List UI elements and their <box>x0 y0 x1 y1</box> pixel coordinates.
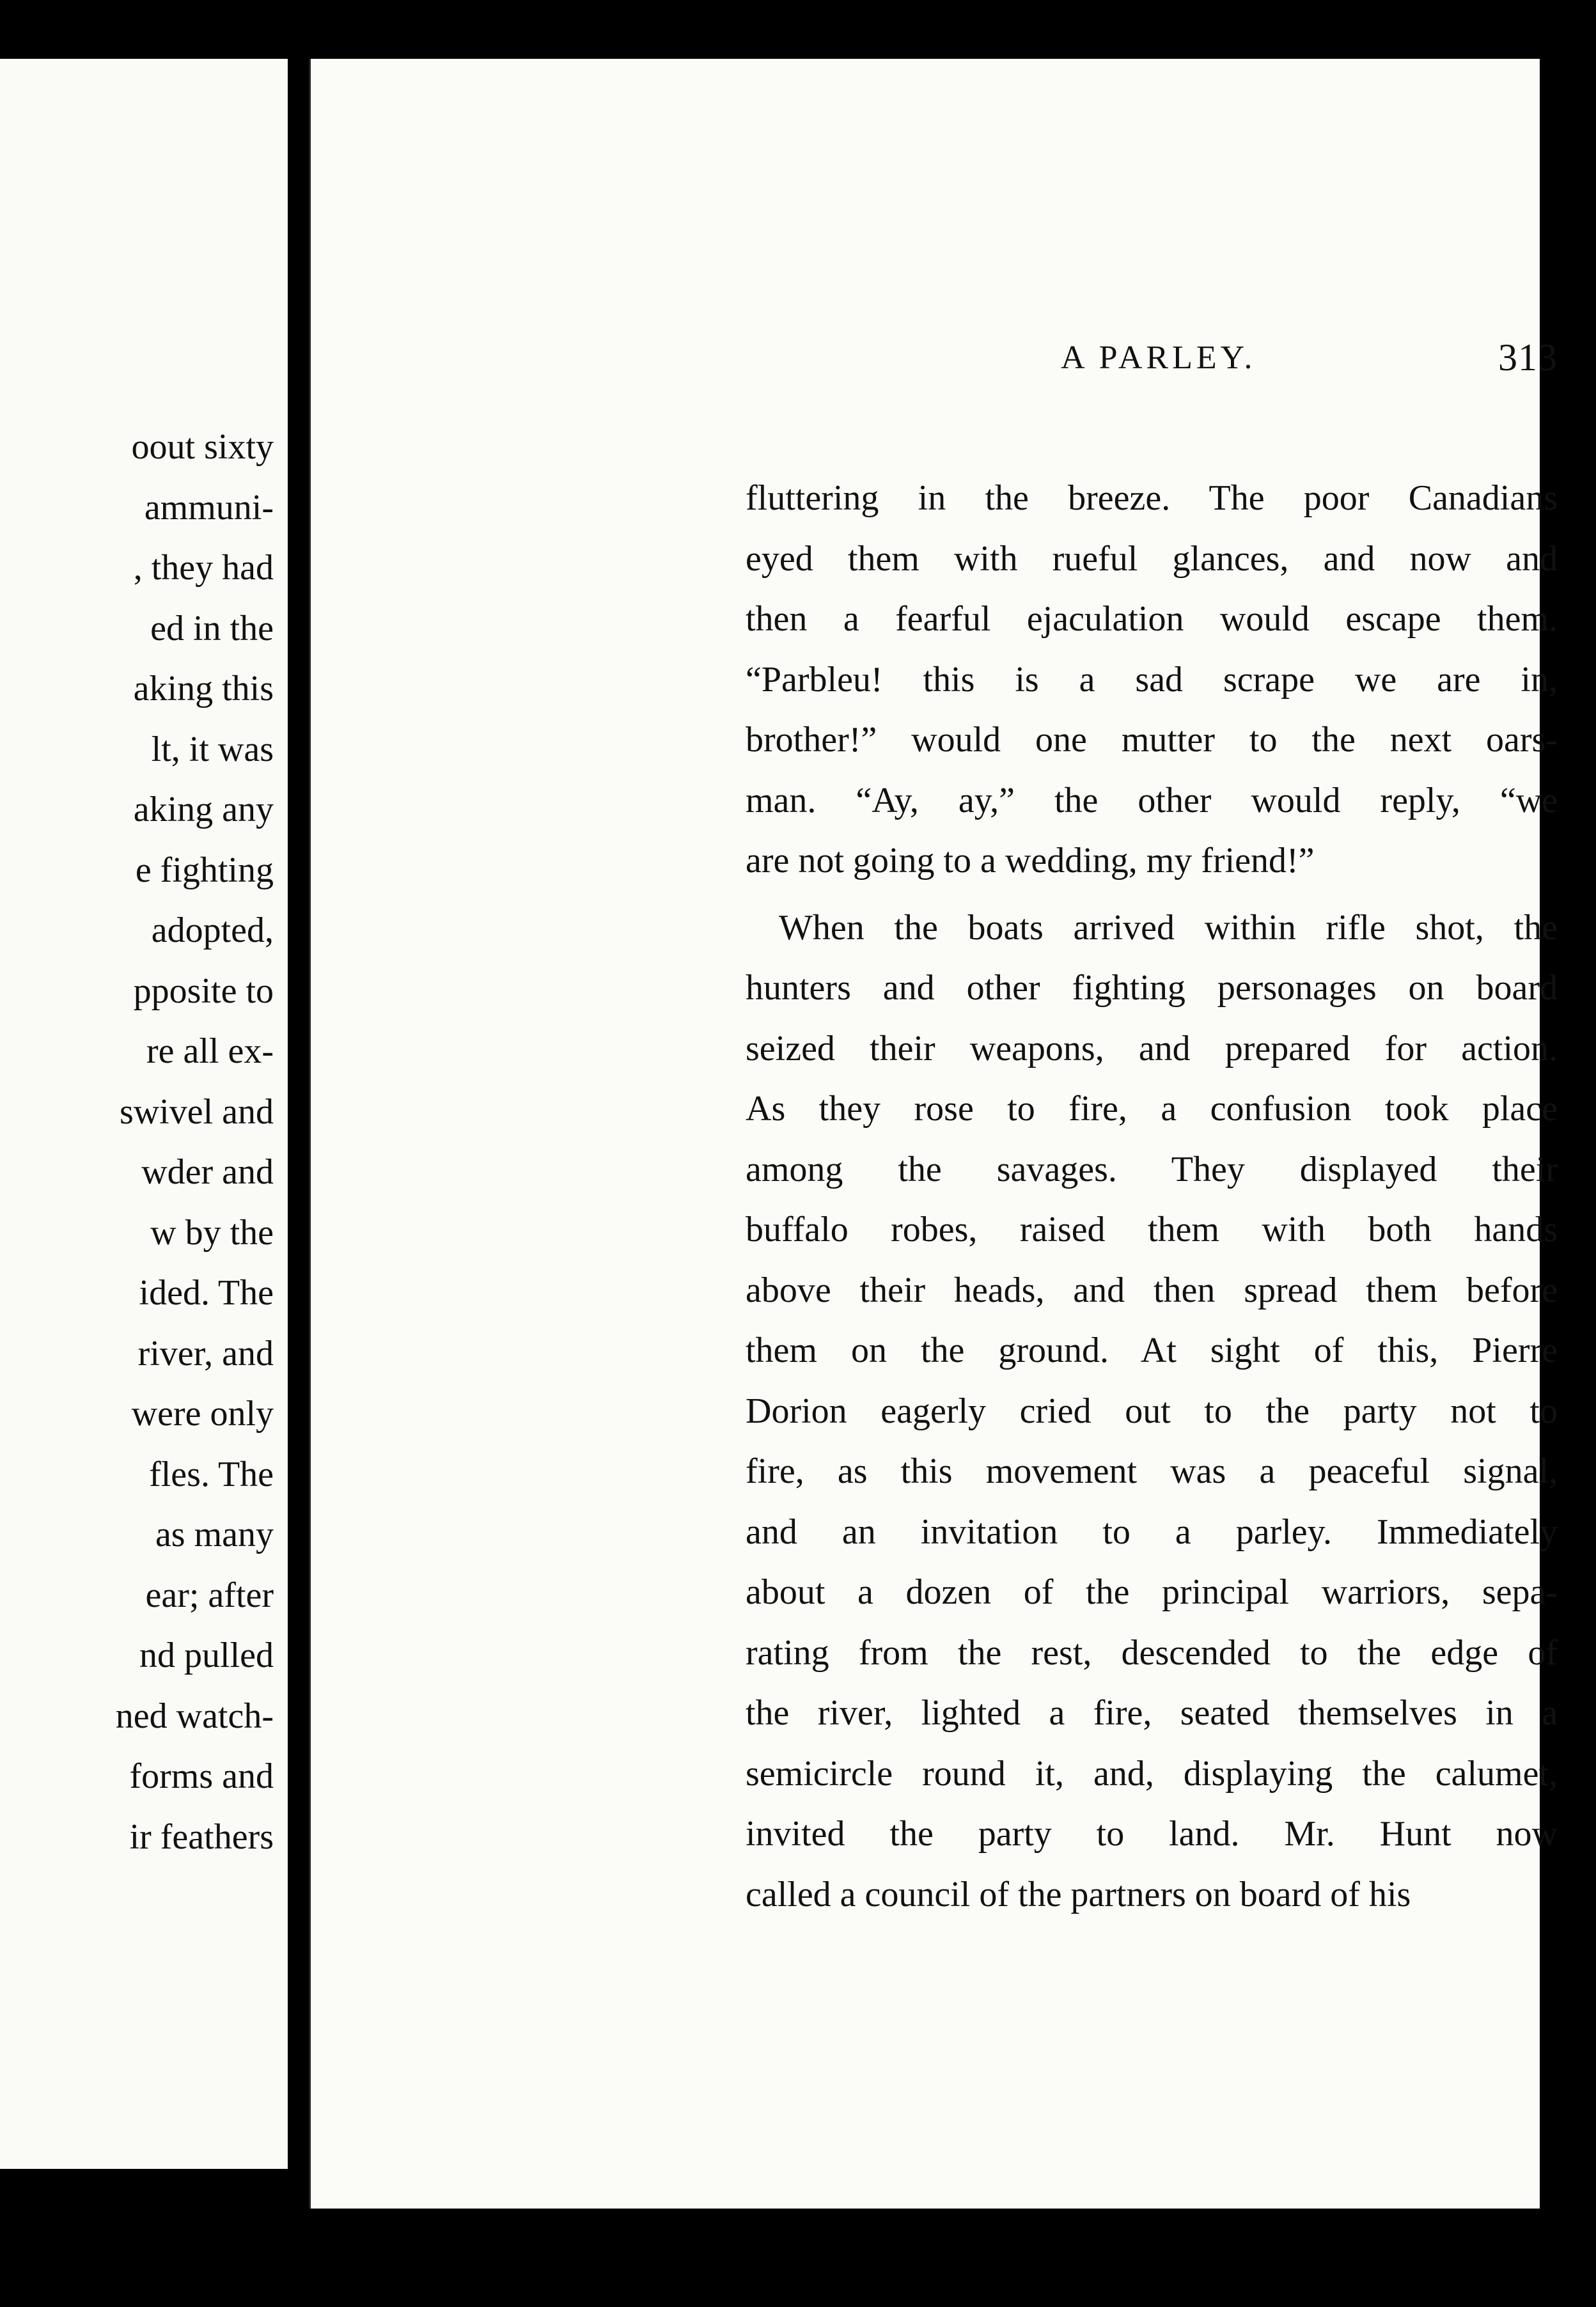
left-page-line: river, and <box>137 1333 274 1373</box>
left-page-line: re all ex- <box>146 1031 274 1071</box>
left-page-line: forms and <box>129 1756 274 1796</box>
left-page-line: wder and <box>141 1152 274 1192</box>
text-line: among the savages. They displayed their <box>746 1149 1558 1189</box>
text-line: When the boats arrived within rifle shot, the <box>779 907 1558 948</box>
body-text <box>746 468 1558 1925</box>
left-page-line: as many <box>155 1515 274 1554</box>
text-line: them on the ground. At sight of this, Pierre <box>746 1331 1558 1370</box>
text-line: As they rose to fire, a confusion took place <box>746 1089 1558 1129</box>
text-line: man. “Ay, ay,” the other would reply, “we <box>746 780 1558 820</box>
left-page-line: swivel and <box>119 1091 274 1132</box>
page-gutter <box>288 59 306 2169</box>
text-line: semicircle round it, and, displaying the calumet, <box>746 1753 1558 1794</box>
text-line: above their heads, and then spread them before <box>746 1270 1558 1310</box>
left-page-line: , they had <box>133 548 274 588</box>
left-page-line: ear; after <box>145 1575 274 1615</box>
left-page-line: lt, it was <box>151 729 274 769</box>
text-line: rating from the rest, descended to the edge of <box>746 1632 1558 1673</box>
left-page-line: ir feathers <box>129 1817 274 1857</box>
text-line: fire, as this movement was a peaceful signal, <box>746 1451 1558 1491</box>
running-head-title: A PARLEY. <box>1061 340 1256 376</box>
left-page <box>0 59 288 2169</box>
left-page-line: fles. The <box>149 1454 274 1494</box>
text-line: Dorion eagerly cried out to the party not to <box>746 1391 1558 1431</box>
text-line: brother!” would one mutter to the next oars- <box>746 720 1558 760</box>
text-line: and an invitation to a parley. Immediately <box>746 1512 1558 1552</box>
left-page-line: ed in the <box>150 608 274 648</box>
page-number: 313 <box>1498 336 1558 379</box>
left-page-line: oout sixty <box>131 427 274 467</box>
text-line: then a fearful ejaculation would escape them. <box>746 599 1558 639</box>
left-page-line: were only <box>131 1394 274 1434</box>
left-page-line: e fighting <box>135 850 274 890</box>
text-line: buffalo robes, raised them with both hands <box>746 1210 1558 1249</box>
text-line: hunters and other fighting personages on board <box>746 968 1558 1008</box>
text-line: eyed them with rueful glances, and now and <box>746 538 1558 579</box>
text-line: are not going to a wedding, my friend!” <box>746 841 1315 880</box>
left-page-line: ned watch- <box>115 1696 274 1736</box>
left-page-line: aking this <box>133 669 274 708</box>
left-page-line: aking any <box>133 790 274 829</box>
text-line: seized their weapons, and prepared for action. <box>746 1028 1558 1068</box>
text-line: fluttering in the breeze. The poor Canadians <box>746 478 1558 518</box>
left-page-line: ided. The <box>139 1273 274 1313</box>
paragraph-2 <box>746 898 1558 1925</box>
right-page <box>309 59 1558 2209</box>
text-line: “Parbleu! this is a sad scrape we are in, <box>746 659 1558 700</box>
left-page-line: pposite to <box>133 971 274 1011</box>
text-line: the river, lighted a fire, seated themselves in a <box>746 1693 1558 1733</box>
left-page-line: adopted, <box>151 911 274 950</box>
left-page-line: w by the <box>150 1212 274 1253</box>
text-line: called a council of the partners on board of his <box>746 1874 1411 1914</box>
text-line: about a dozen of the principal warriors, sepa- <box>746 1572 1558 1612</box>
left-page-line: ammuni- <box>144 487 274 528</box>
paragraph-1 <box>746 468 1558 891</box>
text-line: invited the party to land. Mr. Hunt now <box>746 1814 1558 1854</box>
left-page-line: nd pulled <box>139 1636 274 1675</box>
